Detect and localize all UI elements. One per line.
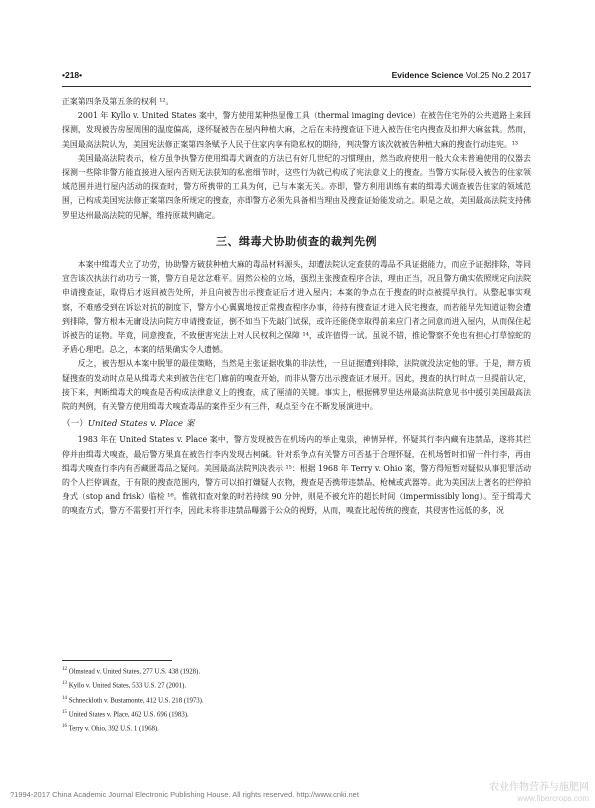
subsection-title: United States v. Place 案 [87, 419, 195, 430]
paragraph: 2001 年 Kyllo v. United States 案中，警方使用某种热显像工具（thermal imaging device）在被告住宅外的公共道路上来回探测，发现被告房屋周围的温度偏高，遂怀疑被告在屋内种植大麻，之后在未持搜查证下进入被告住宅内搜查及扣押大麻盆栽。然而，美国最高法院认为，美国宪法修正案第四条赋予人民于住家内享有隐私权的期待，判决警方该次就被告种植大麻的搜查行动违宪。¹³ [62, 111, 531, 149]
journal-title [392, 70, 531, 80]
paragraph: 正案第四条及第五条的权利 ¹²。 [62, 97, 174, 106]
header-rule [62, 86, 531, 87]
footnote: $^{13}$ Kyllo v. United States, 533 U.S. 27 (2001). [62, 681, 187, 690]
site-watermark [489, 782, 589, 804]
watermark-url: www.fibercrops.com [517, 794, 589, 803]
volume-issue: Vol.25 No.2 2017 [465, 70, 531, 80]
journal-name: Evidence Science [391, 70, 464, 80]
paragraph: 1983 年在 United States v. Place 案中，警方发现被告在机场内的举止鬼祟，神情异样，怀疑其行李内藏有违禁品，遂将其拦停并由缉毒犬嗅查，最后警方果真在被告行李内发现古柯碱。针对系争点有关警方可否基于合理怀疑，在机场暂时扣留一件行李，再由缉毒犬嗅查行李内有否藏匿毒品之疑问。美国最高法院判决表示 ¹⁵：根据 1968 年 Terry v. Ohio 案，警方得短暂对疑似从事犯罪活动的个人拦停调查，于有限的搜查范围内，警方可以拍打嫌疑人衣物，搜查是否携带违禁品、枪械或武器等。此为美国法上著名的拦停拍身式（stop and frisk）临检 ¹⁶。惟就扣查对象的时若持续 90 分钟，则是不被允许的超长时间（impermissibly long）。至于缉毒犬的嗅查方式，警方不需要打开行李，因此未将非违禁品曝露于公众的视野，从而，嗅查比起传统的搜查，其侵害性远低的多，况 [62, 435, 531, 516]
paragraph: 反之，被告想从本案中脱罪的最佳策略，当然是主张证据收集的非法性，一旦证据遭到排除，法院就没法定他的罪。于是，辩方质疑搜查的发动时点是从缉毒犬来到被告住宅门廊前的嗅查开始，而非从警方出示搜查证才展开。因此，搜查的执行时点一旦提前认定，接下来，判断缉毒犬的嗅查是否构成法律意义上的搜查，成了厘清的关键。事实上，根据佛罗里达州最高法院意见书中援引美国最高法院的判例，有关警方使用缉毒犬嗅查毒品的案件至少有三件，观点至今在不断发展演进中。 [62, 359, 531, 412]
footnotes [62, 664, 531, 735]
copyright-notice: ?1994-2017 China Academic Journal Electronic Publishing House. All rights reserved. http://www.cnki.net [10, 790, 359, 799]
paragraph: 美国最高法院表示，检方虽争执警方使用缉毒犬调查的方法已有好几世纪的习惯理由，然当政府使用一般大众未普遍使用的仪器去探测一些除非警方能直接进入屋内否则无法获知的私密细节时，这些行为就已构成了宪法意义上的搜查。当警方实际侵入被告的住家领域范围并进行屋内活动的探查时，警方所携带的工具为何，已与本案无关。亦即，警方利用训练有素的缉毒犬调查被告住家的领域范围，已构成美国宪法修正案第四条所规定的搜查，亦即警方必须先具备相当理由及搜查证始能发动之。职是之故，美国最高法院支持佛罗里达州最高法院的见解，维持原裁判确定。 [62, 153, 531, 220]
page-number: •218• [62, 70, 83, 80]
paragraph: 本案中缉毒犬立了功劳，协助警方破获种植大麻的毒品材料源头，却遭法院认定查获的毒品不具证据能力，而应予证据排除，等同宣告该次执法行动功亏一篑，警方自是忿忿难平。固然公检的立场，强烈主张搜查程序合法，理由正当，况且警方确实依照规定向法院申请搜查证，取得后才返回被告处所，并且向被告出示搜查证后才进入屋内；本案的争点在于搜查的时点被提早执行。从整起事实观察，不难感受到在诉讼对抗的制度下，警方小心翼翼地按正常搜查程序办事，待持有搜查证才进入民宅搜查，而若能早先知道证物会遭到排除，警方根本无庸设法向院方申请搜查证，倒不如当下先敲门试探，或许还能侥幸取得前来应门者之同意而进入屋内，从而保住起诉被告的证物。毕竟，同意搜查，不致便害宪法上对人民权利之保障 ¹⁴，或许值得一试。虽说不错，推论警察不免也有担心打草惊蛇的矛盾心理吧。总之，本案的结果确实令人遗憾。 [62, 260, 531, 355]
running-header [62, 70, 531, 86]
subsection-marker: （一） [62, 419, 88, 430]
footnote: $^{16}$ Terry v. Ohio, 392 U.S. 1 (1968). [62, 724, 159, 733]
footnote-rule [62, 660, 172, 661]
section-heading: 三、缉毒犬协助侦查的裁判先例 [216, 234, 377, 248]
footnote: $^{15}$ United States v. Place, 462 U.S. 696 (1983). [62, 709, 189, 719]
subsection-heading [62, 417, 531, 431]
footnote: $^{14}$ Schneckloth v. Bustamonte, 412 U.S. 218 (1973). [62, 695, 204, 704]
footnote: $^{12}$ Olmstead v. United States, 277 U.S. 438 (1928). [62, 667, 201, 676]
watermark-main: 农业作物营养与施肥网 [489, 782, 589, 793]
article-body [62, 95, 531, 519]
